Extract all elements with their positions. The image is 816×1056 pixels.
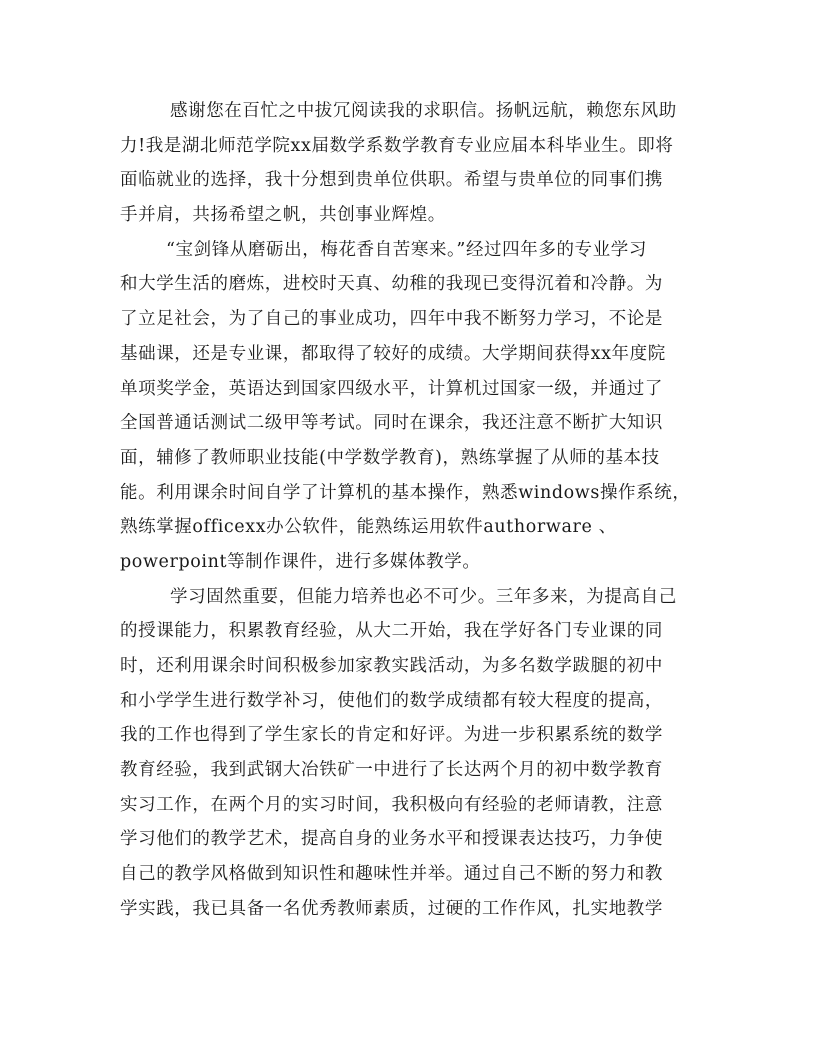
text-line: 实习工作，在两个月的实习时间，我积极向有经验的老师请教，注意 [120, 794, 663, 815]
text-line: 学习固然重要，但能力培养也必不可少。三年多来，为提高自己 [170, 586, 677, 607]
text-line: 学习他们的教学艺术，提高自身的业务水平和授课表达技巧，力争使 [120, 829, 663, 850]
text-line: 学实践，我已具备一名优秀教师素质，过硬的工作作风，扎实地教学 [120, 898, 663, 919]
text-line: 了立足社会，为了自己的事业成功，四年中我不断努力学习，不论是 [120, 309, 663, 330]
text-line: 自己的教学风格做到知识性和趣味性并举。通过自己不断的努力和教 [120, 864, 663, 885]
text-line: 和大学生活的磨炼，进校时天真、幼稚的我现已变得沉着和冷静。为 [120, 274, 663, 295]
text-line: 力!我是湖北师范学院xx届数学系数学教育专业应届本科毕业生。即将 [120, 135, 674, 156]
paragraph-studies [120, 233, 696, 580]
text-line: 感谢您在百忙之中拔冗阅读我的求职信。扬帆远航，赖您东风助 [170, 101, 677, 121]
text-line: 时，还利用课余时间积极参加家教实践活动，为多名数学跋腿的初中 [120, 656, 663, 676]
paragraph-teaching-experience [120, 580, 696, 927]
text-line: 面临就业的选择，我十分想到贵单位供职。希望与贵单位的同事们携 [120, 170, 663, 191]
text-line: 熟练掌握officexx办公软件，能熟练运用软件authorware 、 [120, 517, 617, 538]
text-line: powerpoint等制作课件，进行多媒体教学。 [120, 551, 481, 572]
text-line: 单项奖学金，英语达到国家四级水平，计算机过国家一级，并通过了 [120, 378, 663, 399]
text-line: 手并肩，共扬希望之帆，共创事业辉煌。 [120, 205, 446, 226]
text-line: 教育经验，我到武钢大冶铁矿一中进行了长达两个月的初中数学教育 [120, 760, 663, 781]
cover-letter-body [120, 94, 696, 927]
text-line: 全国普通话测试二级甲等考试。同时在课余，我还注意不断扩大知识 [120, 413, 663, 434]
text-line: 基础课，还是专业课，都取得了较好的成绩。大学期间获得xx年度院 [120, 343, 666, 364]
text-line: 和小学学生进行数学补习，使他们的数学成绩都有较大程度的提高， [120, 690, 663, 711]
paragraph-gratitude [120, 94, 696, 233]
text-line: 能。利用课余时间自学了计算机的基本操作，熟悉windows操作系统， [120, 482, 691, 503]
text-line: “宝剑锋从磨砺出，梅花香自苦寒来。”经过四年多的专业学习 [166, 239, 647, 260]
text-line: 我的工作也得到了学生家长的肯定和好评。为进一步积累系统的数学 [120, 725, 663, 746]
text-line: 面，辅修了教师职业技能(中学数学教育)，熟练掌握了从师的基本技 [120, 447, 660, 468]
text-line: 的授课能力，积累教育经验，从大二开始，我在学好各门专业课的同 [120, 621, 663, 642]
